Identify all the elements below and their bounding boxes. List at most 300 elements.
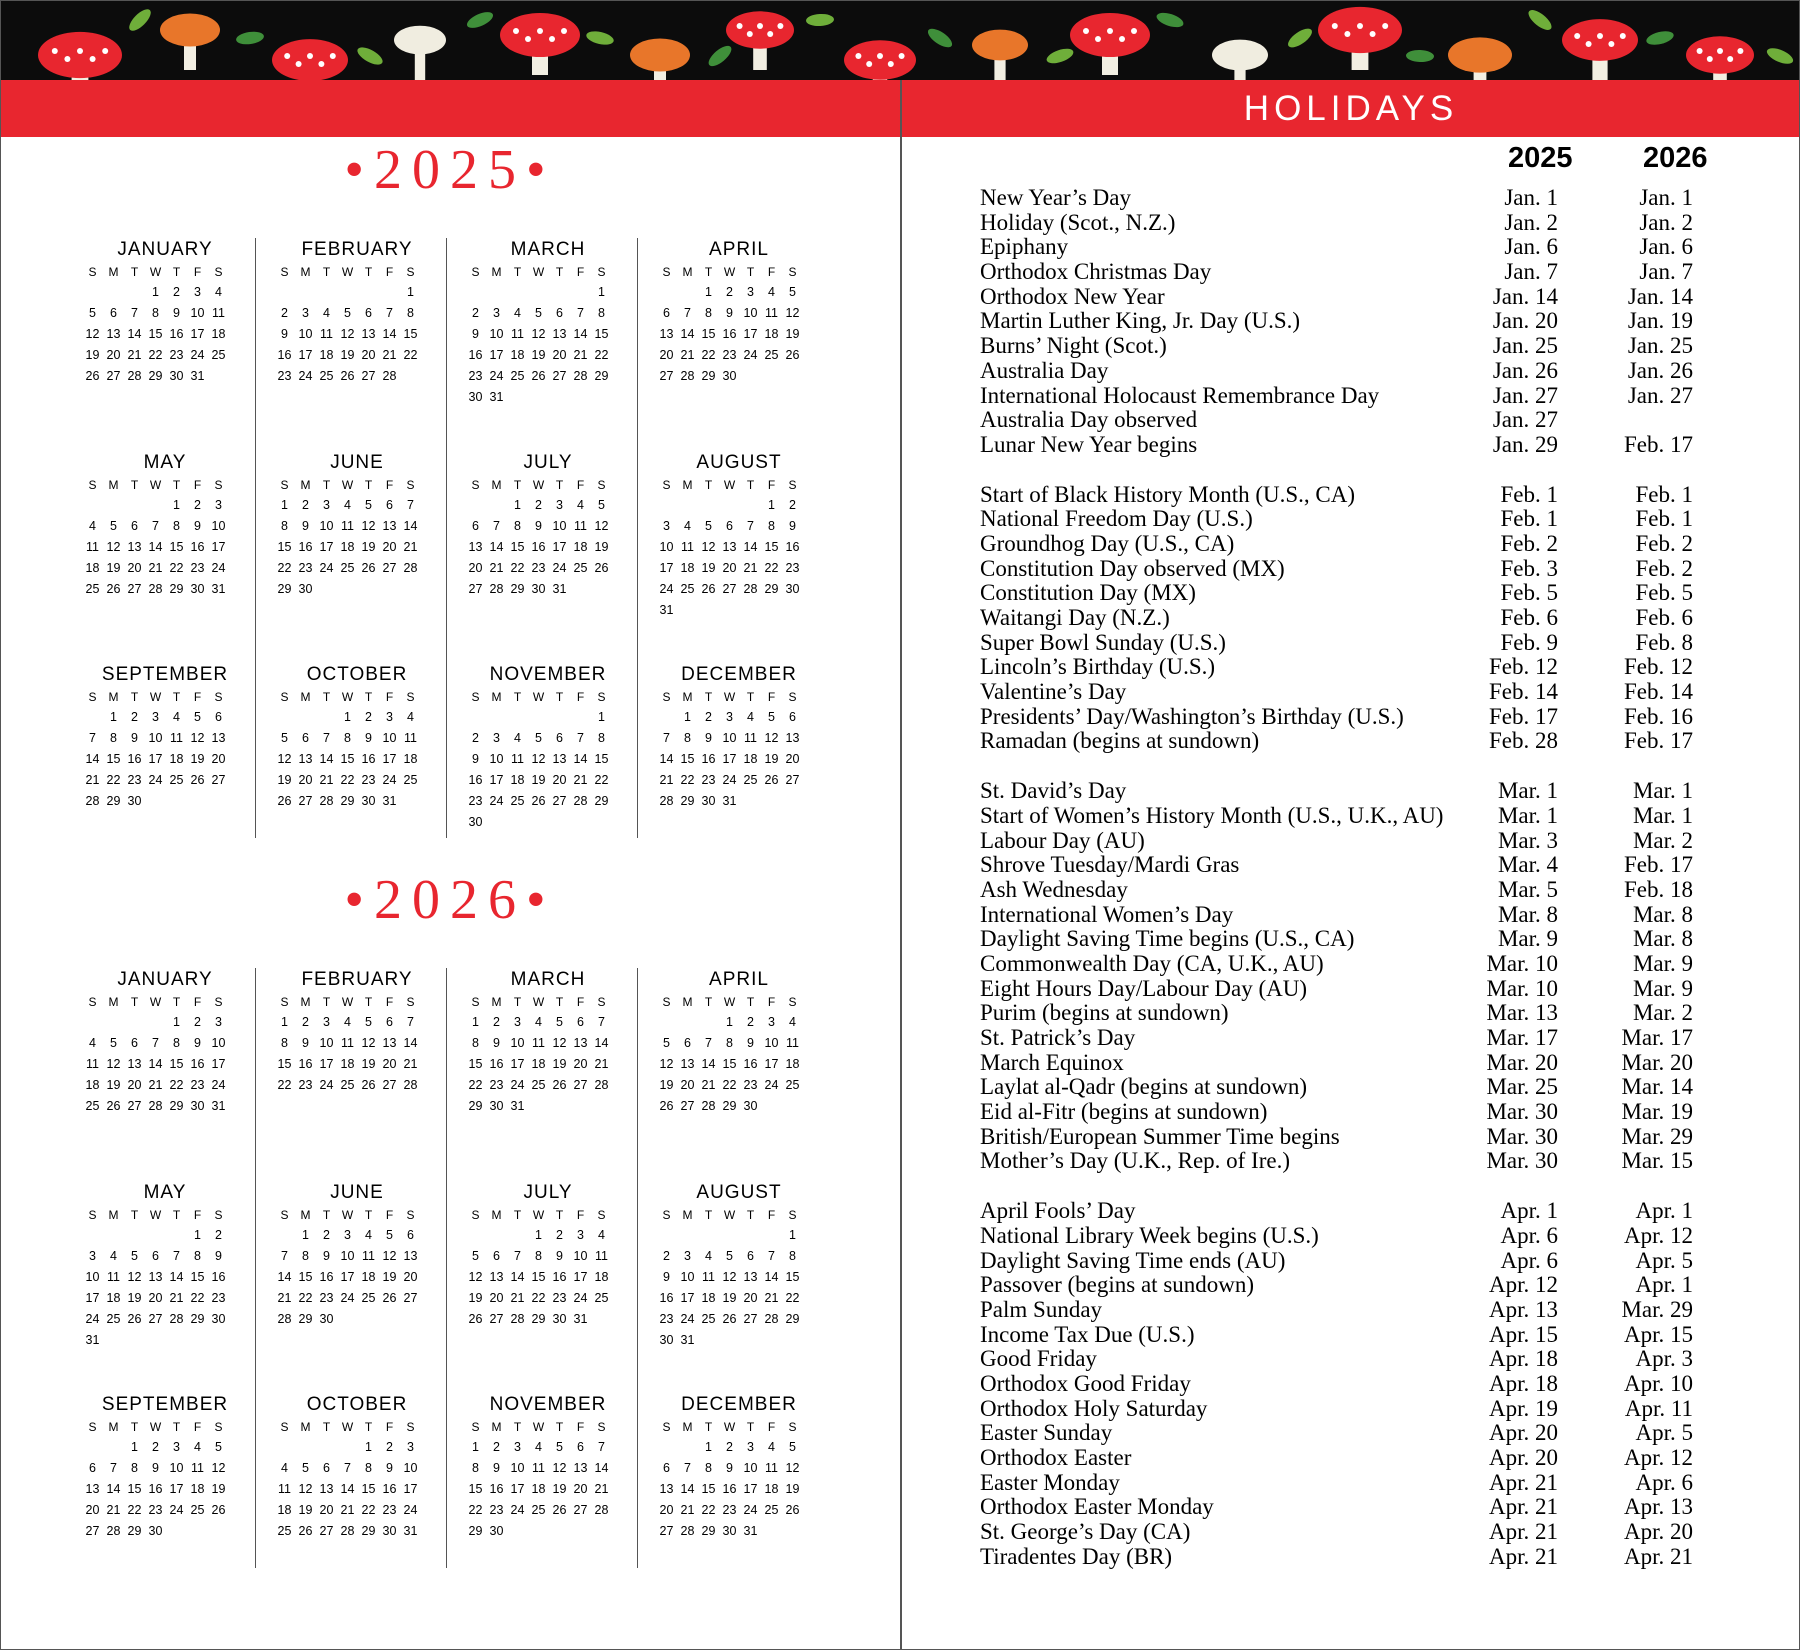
empty-cell: [316, 282, 337, 303]
weekday-label: W: [341, 1208, 354, 1222]
day-number: 27: [722, 582, 737, 596]
day-number: 8: [768, 519, 775, 533]
mushroom-banner: [0, 0, 1800, 80]
day-number: 17: [298, 348, 313, 362]
holiday-name: Good Friday: [980, 1346, 1097, 1372]
day-number: 27: [552, 794, 567, 808]
day-number: 5: [386, 1228, 393, 1242]
day-number: 19: [382, 1270, 397, 1284]
weekday-label: T: [555, 690, 564, 704]
day-number: 24: [743, 348, 758, 362]
month-name: JANUARY: [117, 239, 213, 260]
weekday-label: T: [322, 995, 331, 1009]
day-number: 24: [743, 1503, 758, 1517]
day-number: 19: [277, 773, 292, 787]
weekday-label: S: [597, 995, 606, 1009]
date-2025: Jan. 20: [1492, 308, 1558, 334]
day-number: 28: [340, 1524, 355, 1538]
month-calendar: [644, 968, 834, 1117]
date-2025: Feb. 12: [1489, 654, 1558, 680]
empty-cell: [549, 707, 570, 728]
mushroom-spot: [549, 36, 555, 42]
day-number: 6: [89, 1461, 96, 1475]
day-number: 24: [680, 1312, 695, 1326]
day-number: 3: [514, 1015, 521, 1029]
empty-cell: [82, 1012, 103, 1033]
date-2025: Feb. 14: [1489, 679, 1558, 705]
day-number: 10: [340, 1249, 355, 1263]
day-number: 9: [726, 306, 733, 320]
date-2025: Feb. 3: [1500, 555, 1558, 581]
day-number: 30: [361, 794, 376, 808]
empty-cell: [316, 707, 337, 728]
day-number: 22: [468, 1503, 483, 1517]
weekday-label: S: [406, 265, 415, 279]
day-number: 16: [531, 540, 546, 554]
day-number: 11: [86, 540, 99, 554]
day-number: 16: [722, 1482, 737, 1496]
holiday-row: [980, 1520, 1720, 1545]
day-number: 7: [89, 731, 96, 745]
day-number: 31: [382, 794, 397, 808]
day-number: 7: [323, 731, 330, 745]
day-number: 6: [577, 1015, 584, 1029]
weekday-label: T: [130, 1208, 139, 1222]
day-number: 16: [552, 1270, 567, 1284]
day-number: 27: [85, 1524, 100, 1538]
month-calendar: [70, 1393, 260, 1542]
day-number: 24: [659, 582, 674, 596]
weekday-label: F: [576, 690, 585, 704]
weekday-label: F: [193, 1420, 202, 1434]
date-2026: Feb. 14: [1624, 679, 1693, 705]
holiday-name: Start of Black History Month (U.S., CA): [980, 481, 1356, 507]
date-2025: Feb. 17: [1489, 703, 1558, 729]
weekday-label: T: [746, 995, 755, 1009]
date-2026: Apr. 1: [1635, 1272, 1693, 1298]
day-number: 26: [785, 1503, 800, 1517]
date-2026: Feb. 16: [1624, 703, 1693, 729]
empty-cell: [656, 1012, 677, 1033]
date-2025: Feb. 9: [1500, 629, 1558, 655]
date-2025: Apr. 18: [1489, 1370, 1558, 1396]
day-number: 11: [362, 1249, 375, 1263]
mushroom-spot: [1357, 23, 1363, 29]
day-number: 11: [532, 1461, 545, 1475]
day-number: 29: [468, 1099, 483, 1113]
empty-cell: [124, 282, 145, 303]
month-calendar: [70, 451, 260, 600]
day-number: 5: [535, 306, 542, 320]
day-number: 16: [489, 1482, 504, 1496]
day-number: 3: [747, 1440, 754, 1454]
day-number: 27: [573, 1503, 588, 1517]
day-number: 7: [407, 1015, 414, 1029]
day-number: 16: [127, 752, 142, 766]
weekday-label: M: [300, 690, 311, 704]
date-2026: Apr. 13: [1624, 1494, 1693, 1520]
mushroom-spot: [1131, 28, 1137, 34]
date-2025: Mar. 10: [1486, 975, 1558, 1001]
day-number: 2: [131, 710, 138, 724]
mushroom-spot: [888, 61, 894, 67]
leaf-icon: [235, 30, 264, 46]
weekday-label: W: [532, 690, 545, 704]
day-number: 28: [403, 561, 418, 575]
weekday-label: M: [300, 478, 311, 492]
weekday-label: T: [704, 1420, 713, 1434]
day-number: 25: [403, 773, 418, 787]
day-number: 21: [489, 561, 504, 575]
mushroom-spot: [1083, 28, 1089, 34]
day-number: 7: [152, 519, 159, 533]
day-number: 11: [404, 731, 417, 745]
day-number: 3: [493, 306, 500, 320]
day-number: 22: [169, 1078, 184, 1092]
day-number: 1: [281, 1015, 288, 1029]
day-number: 8: [789, 1249, 796, 1263]
mushroom-spot: [1119, 36, 1125, 42]
day-number: 3: [663, 519, 670, 533]
day-number: 24: [319, 561, 334, 575]
day-number: 5: [556, 1015, 563, 1029]
day-number: 12: [85, 327, 100, 341]
day-number: 21: [319, 773, 334, 787]
day-number: 10: [211, 519, 226, 533]
empty-cell: [507, 1225, 528, 1246]
day-number: 2: [789, 498, 796, 512]
day-number: 8: [514, 519, 521, 533]
holiday-list: [980, 186, 1720, 1594]
date-2025: Apr. 21: [1489, 1519, 1558, 1545]
day-number: 1: [281, 498, 288, 512]
weekday-label: T: [172, 478, 181, 492]
day-number: 20: [106, 348, 121, 362]
holiday-month-group: [980, 186, 1720, 458]
day-number: 4: [344, 498, 351, 512]
day-number: 5: [768, 710, 775, 724]
weekday-header: [656, 992, 834, 1012]
weekday-label: F: [385, 265, 394, 279]
month-calendar: [644, 451, 834, 621]
weekday-label: T: [364, 1208, 373, 1222]
day-number: 21: [680, 348, 695, 362]
empty-cell: [656, 1225, 677, 1246]
day-number: 15: [764, 540, 779, 554]
month-calendar: [644, 1181, 834, 1351]
day-number: 17: [489, 773, 504, 787]
day-number: 16: [190, 540, 205, 554]
month-name: FEBRUARY: [301, 969, 413, 990]
day-number: 23: [489, 1503, 504, 1517]
weekday-label: M: [682, 995, 693, 1009]
weekday-header: [465, 687, 643, 707]
weekday-header: [274, 687, 452, 707]
day-number: 20: [361, 348, 376, 362]
day-number: 3: [577, 1228, 584, 1242]
day-grid: [465, 282, 643, 408]
day-number: 26: [127, 1312, 142, 1326]
date-2025: Apr. 20: [1489, 1445, 1558, 1470]
date-2026: Feb. 1: [1635, 481, 1693, 507]
date-2025: Feb. 2: [1500, 530, 1558, 556]
day-number: 20: [127, 561, 142, 575]
mushroom-spot: [737, 23, 743, 29]
day-number: 10: [743, 306, 758, 320]
day-number: 31: [403, 1524, 418, 1538]
day-number: 14: [277, 1270, 292, 1284]
day-number: 13: [361, 327, 376, 341]
day-number: 9: [472, 752, 479, 766]
day-number: 25: [169, 773, 184, 787]
weekday-label: S: [597, 265, 606, 279]
day-number: 15: [403, 327, 418, 341]
day-number: 6: [472, 519, 479, 533]
day-number: 20: [468, 561, 483, 575]
holiday-name: Groundhog Day (U.S., CA): [980, 530, 1235, 556]
day-number: 9: [386, 1461, 393, 1475]
day-number: 5: [215, 1440, 222, 1454]
date-2025: Mar. 25: [1486, 1074, 1558, 1100]
day-number: 20: [85, 1503, 100, 1517]
empty-cell: [124, 1012, 145, 1033]
day-number: 8: [281, 1036, 288, 1050]
day-number: 27: [127, 1099, 142, 1113]
day-number: 26: [594, 561, 609, 575]
mushroom-spot: [330, 53, 336, 59]
weekday-label: W: [723, 1208, 736, 1222]
empty-cell: [486, 282, 507, 303]
day-number: 28: [680, 1524, 695, 1538]
day-number: 4: [514, 306, 521, 320]
date-2026: Mar. 29: [1621, 1296, 1693, 1322]
day-number: 1: [472, 1440, 479, 1454]
day-number: 3: [726, 710, 733, 724]
day-number: 21: [148, 561, 163, 575]
holiday-name: International Women’s Day: [980, 901, 1234, 927]
day-number: 2: [493, 1015, 500, 1029]
day-number: 20: [211, 752, 226, 766]
day-number: 18: [277, 1503, 292, 1517]
date-2026: Jan. 26: [1627, 357, 1693, 383]
day-number: 8: [407, 306, 414, 320]
weekday-header: [274, 1205, 452, 1225]
day-number: 3: [747, 285, 754, 299]
day-number: 23: [298, 561, 313, 575]
weekday-header: [465, 992, 643, 1012]
date-2025: Mar. 8: [1497, 901, 1558, 927]
date-2025: Apr. 12: [1489, 1272, 1558, 1298]
day-number: 26: [298, 1524, 313, 1538]
day-number: 6: [215, 710, 222, 724]
day-number: 31: [659, 603, 674, 617]
day-number: 11: [681, 540, 694, 554]
day-number: 27: [403, 1291, 418, 1305]
date-2025: Apr. 21: [1489, 1469, 1558, 1495]
day-number: 17: [743, 327, 758, 341]
mushroom-spot: [537, 28, 543, 34]
day-number: 19: [552, 1057, 567, 1071]
date-2025: Mar. 17: [1486, 1025, 1558, 1050]
mushroom-spot: [1707, 56, 1713, 62]
day-number: 10: [552, 519, 567, 533]
day-number: 19: [468, 1291, 483, 1305]
year-grid: [70, 238, 830, 878]
weekday-label: F: [576, 995, 585, 1009]
day-number: 12: [764, 731, 779, 745]
day-number: 10: [319, 519, 334, 533]
day-grid: [274, 495, 452, 600]
day-number: 8: [302, 1249, 309, 1263]
month-name: SEPTEMBER: [101, 664, 229, 685]
day-number: 11: [86, 1057, 99, 1071]
holiday-name: Australia Day: [980, 357, 1109, 383]
day-number: 28: [510, 1312, 525, 1326]
day-number: 29: [510, 582, 525, 596]
month-name: AUGUST: [696, 452, 782, 473]
day-number: 31: [573, 1312, 588, 1326]
holiday-row: [980, 631, 1720, 656]
day-number: 2: [194, 1015, 201, 1029]
day-number: 9: [493, 1461, 500, 1475]
day-number: 4: [705, 1249, 712, 1263]
holiday-name: Lunar New Year begins: [980, 431, 1198, 457]
day-number: 1: [789, 1228, 796, 1242]
day-number: 15: [785, 1270, 800, 1284]
day-number: 19: [340, 348, 355, 362]
day-number: 13: [680, 1057, 695, 1071]
day-number: 8: [131, 1461, 138, 1475]
day-number: 22: [127, 1503, 142, 1517]
weekday-label: S: [471, 1208, 480, 1222]
holiday-name: Lincoln’s Birthday (U.S.): [980, 654, 1216, 680]
day-number: 26: [85, 369, 100, 383]
weekday-label: S: [280, 1208, 289, 1222]
day-number: 29: [277, 582, 292, 596]
day-number: 5: [726, 1249, 733, 1263]
weekday-label: S: [662, 1420, 671, 1434]
day-number: 14: [340, 1482, 355, 1496]
mushroom-spot: [307, 53, 313, 59]
day-number: 27: [148, 1312, 163, 1326]
weekday-header: [274, 1417, 452, 1437]
weekday-label: M: [682, 1420, 693, 1434]
day-grid: [465, 1225, 643, 1330]
day-number: 23: [298, 1078, 313, 1092]
weekday-label: S: [471, 1420, 480, 1434]
day-number: 24: [510, 1503, 525, 1517]
day-number: 23: [722, 348, 737, 362]
day-number: 20: [680, 1078, 695, 1092]
month-name: OCTOBER: [306, 1394, 408, 1415]
day-grid: [274, 707, 452, 812]
date-2026: Mar. 17: [1621, 1025, 1693, 1050]
day-number: 27: [659, 369, 674, 383]
day-number: 15: [531, 1270, 546, 1284]
empty-cell: [103, 1225, 124, 1246]
day-number: 12: [190, 731, 205, 745]
day-number: 31: [552, 582, 567, 596]
date-2025: Jan. 6: [1504, 234, 1558, 260]
day-number: 19: [361, 1057, 376, 1071]
day-number: 20: [785, 752, 800, 766]
day-number: 20: [127, 1078, 142, 1092]
day-number: 25: [510, 794, 525, 808]
column-header-2026: 2026: [1643, 142, 1708, 174]
mushroom-cap: [1686, 36, 1754, 73]
day-number: 9: [194, 519, 201, 533]
day-number: 18: [510, 773, 525, 787]
weekday-label: W: [341, 265, 354, 279]
holiday-name: Australia Day observed: [980, 407, 1198, 433]
holiday-name: Constitution Day observed (MX): [980, 555, 1285, 581]
mushroom-cap: [272, 39, 348, 80]
holiday-row: [980, 729, 1720, 754]
empty-cell: [145, 1225, 166, 1246]
date-2026: Apr. 15: [1624, 1321, 1693, 1347]
day-number: 9: [726, 1461, 733, 1475]
mushroom-icon: [38, 6, 1795, 80]
date-2026: Mar. 15: [1621, 1148, 1693, 1174]
day-number: 25: [531, 1078, 546, 1092]
day-number: 29: [361, 1524, 376, 1538]
day-number: 22: [594, 348, 609, 362]
day-number: 16: [169, 327, 184, 341]
date-2026: Feb. 2: [1635, 530, 1693, 556]
day-number: 8: [598, 306, 605, 320]
holiday-month-group: [980, 779, 1720, 1174]
weekday-label: W: [341, 690, 354, 704]
day-number: 12: [468, 1270, 483, 1284]
day-number: 31: [190, 369, 205, 383]
date-2026: Mar. 8: [1632, 901, 1693, 927]
day-number: 26: [552, 1503, 567, 1517]
day-number: 27: [785, 773, 800, 787]
day-number: 30: [190, 1099, 205, 1113]
day-number: 15: [148, 327, 163, 341]
day-grid: [82, 707, 260, 812]
day-number: 4: [789, 1015, 796, 1029]
weekday-label: M: [491, 1208, 502, 1222]
day-number: 19: [722, 1291, 737, 1305]
holiday-row: [980, 1199, 1720, 1224]
day-number: 12: [298, 1482, 313, 1496]
day-number: 28: [403, 1078, 418, 1092]
day-number: 31: [489, 390, 504, 404]
holiday-row: [980, 952, 1720, 977]
day-number: 14: [680, 327, 695, 341]
day-number: 27: [211, 773, 226, 787]
day-number: 27: [552, 369, 567, 383]
month-calendar: [453, 238, 643, 408]
weekday-label: S: [88, 265, 97, 279]
empty-cell: [274, 1437, 295, 1458]
day-number: 19: [764, 752, 779, 766]
day-number: 7: [281, 1249, 288, 1263]
weekday-label: T: [130, 478, 139, 492]
date-2026: Apr. 6: [1635, 1469, 1693, 1495]
day-number: 5: [281, 731, 288, 745]
day-number: 29: [594, 369, 609, 383]
day-number: 16: [701, 752, 716, 766]
weekday-label: T: [704, 265, 713, 279]
day-number: 26: [190, 773, 205, 787]
day-number: 15: [468, 1057, 483, 1071]
holiday-row: [980, 1372, 1720, 1397]
day-number: 14: [743, 540, 758, 554]
day-number: 4: [768, 1440, 775, 1454]
weekday-label: F: [385, 1420, 394, 1434]
